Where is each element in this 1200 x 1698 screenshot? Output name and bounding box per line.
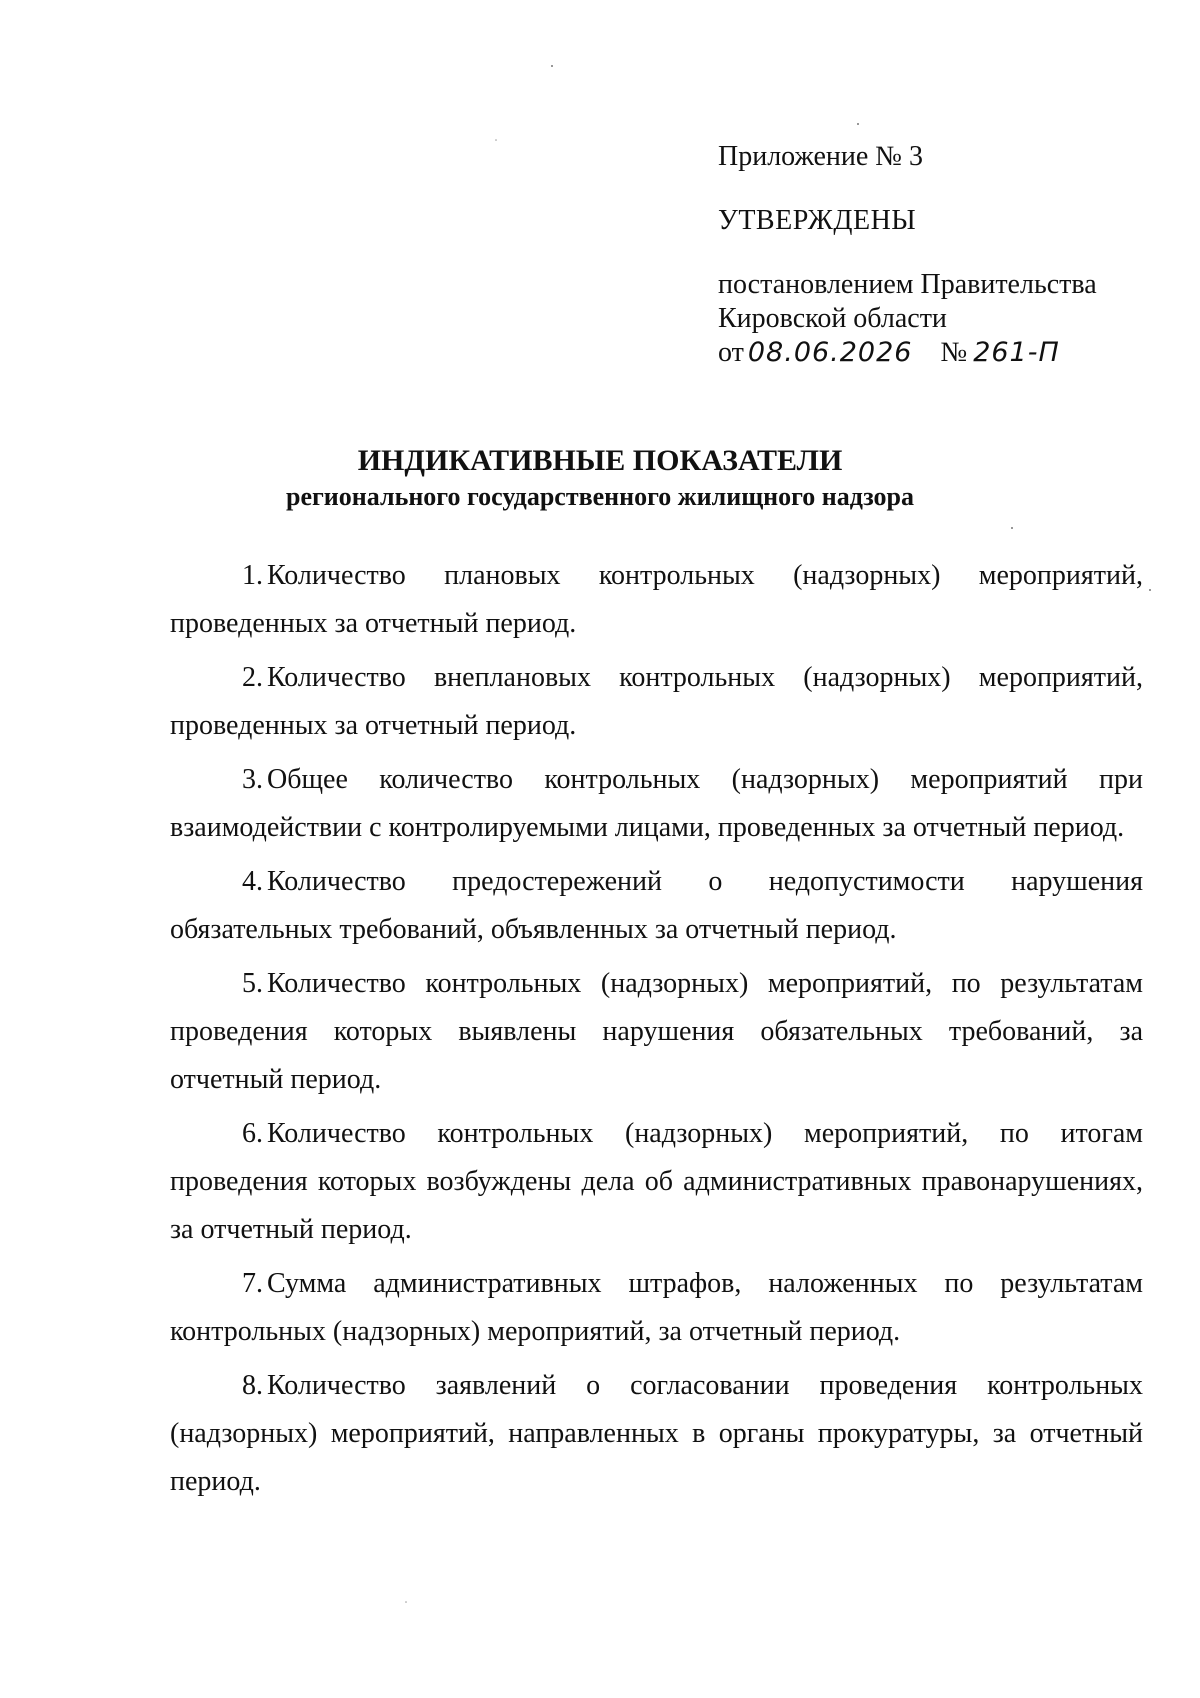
indicator-text: Количество контрольных (надзорных) мероприятий, по результатам проведения которых выявлены нарушения обязательных требований, за отчетный период. [170, 968, 1143, 1095]
indicator-number: 5. [242, 968, 263, 999]
indicator-item [170, 960, 1143, 1104]
indicator-item [170, 1110, 1143, 1254]
indicator-number: 8. [242, 1370, 263, 1401]
appendix-number: Приложение № 3 [718, 141, 923, 172]
document-title [0, 442, 1200, 514]
indicator-item [170, 1362, 1143, 1506]
indicator-number: 4. [242, 866, 263, 897]
title-line-2: регионального государственного жилищного надзора [285, 482, 914, 511]
indicator-item [170, 1260, 1143, 1356]
decree-line-2: Кировской области [718, 303, 947, 334]
indicator-number: 7. [242, 1268, 263, 1299]
indicator-text: Количество заявлений о согласовании проведения контрольных (надзорных) мероприятий, направленных в органы прокуратуры, за отчетный период. [170, 1370, 1143, 1497]
indicator-text: Сумма административных штрафов, наложенных по результатам контрольных (надзорных) мероприятий, за отчетный период. [170, 1268, 1143, 1347]
indicator-item [170, 756, 1143, 852]
indicator-number: 1. [242, 560, 263, 591]
indicator-list [170, 552, 1143, 1512]
number-prefix: № [940, 337, 968, 368]
approval-block [718, 140, 1097, 370]
indicator-number: 6. [242, 1118, 263, 1149]
indicator-item [170, 552, 1143, 648]
handwritten-date: 08.06.2026 [747, 337, 913, 368]
handwritten-number: 261-П [973, 337, 1060, 368]
decree-date-number [718, 336, 1097, 370]
indicator-item [170, 654, 1143, 750]
indicator-text: Количество предостережений о недопустимости нарушения обязательных требований, объявленных за отчетный период. [170, 866, 1143, 945]
decree-line-1: постановлением Правительства [718, 269, 1097, 300]
indicator-text: Количество плановых контрольных (надзорных) мероприятий, проведенных за отчетный период. [170, 560, 1143, 639]
indicator-text: Количество внеплановых контрольных (надзорных) мероприятий, проведенных за отчетный период. [170, 662, 1143, 741]
title-line-1: ИНДИКАТИВНЫЕ ПОКАЗАТЕЛИ [357, 444, 843, 477]
indicator-text: Общее количество контрольных (надзорных) мероприятий при взаимодействии с контролируемыми лицами, проведенных за отчетный период. [170, 764, 1143, 843]
indicator-number: 2. [242, 662, 263, 693]
date-prefix: от [718, 337, 744, 368]
indicator-text: Количество контрольных (надзорных) мероприятий, по итогам проведения которых возбуждены дела об административных правонарушениях, за отчетный период. [170, 1118, 1143, 1245]
indicator-item [170, 858, 1143, 954]
indicator-number: 3. [242, 764, 263, 795]
approved-label: УТВЕРЖДЕНЫ [718, 205, 917, 236]
